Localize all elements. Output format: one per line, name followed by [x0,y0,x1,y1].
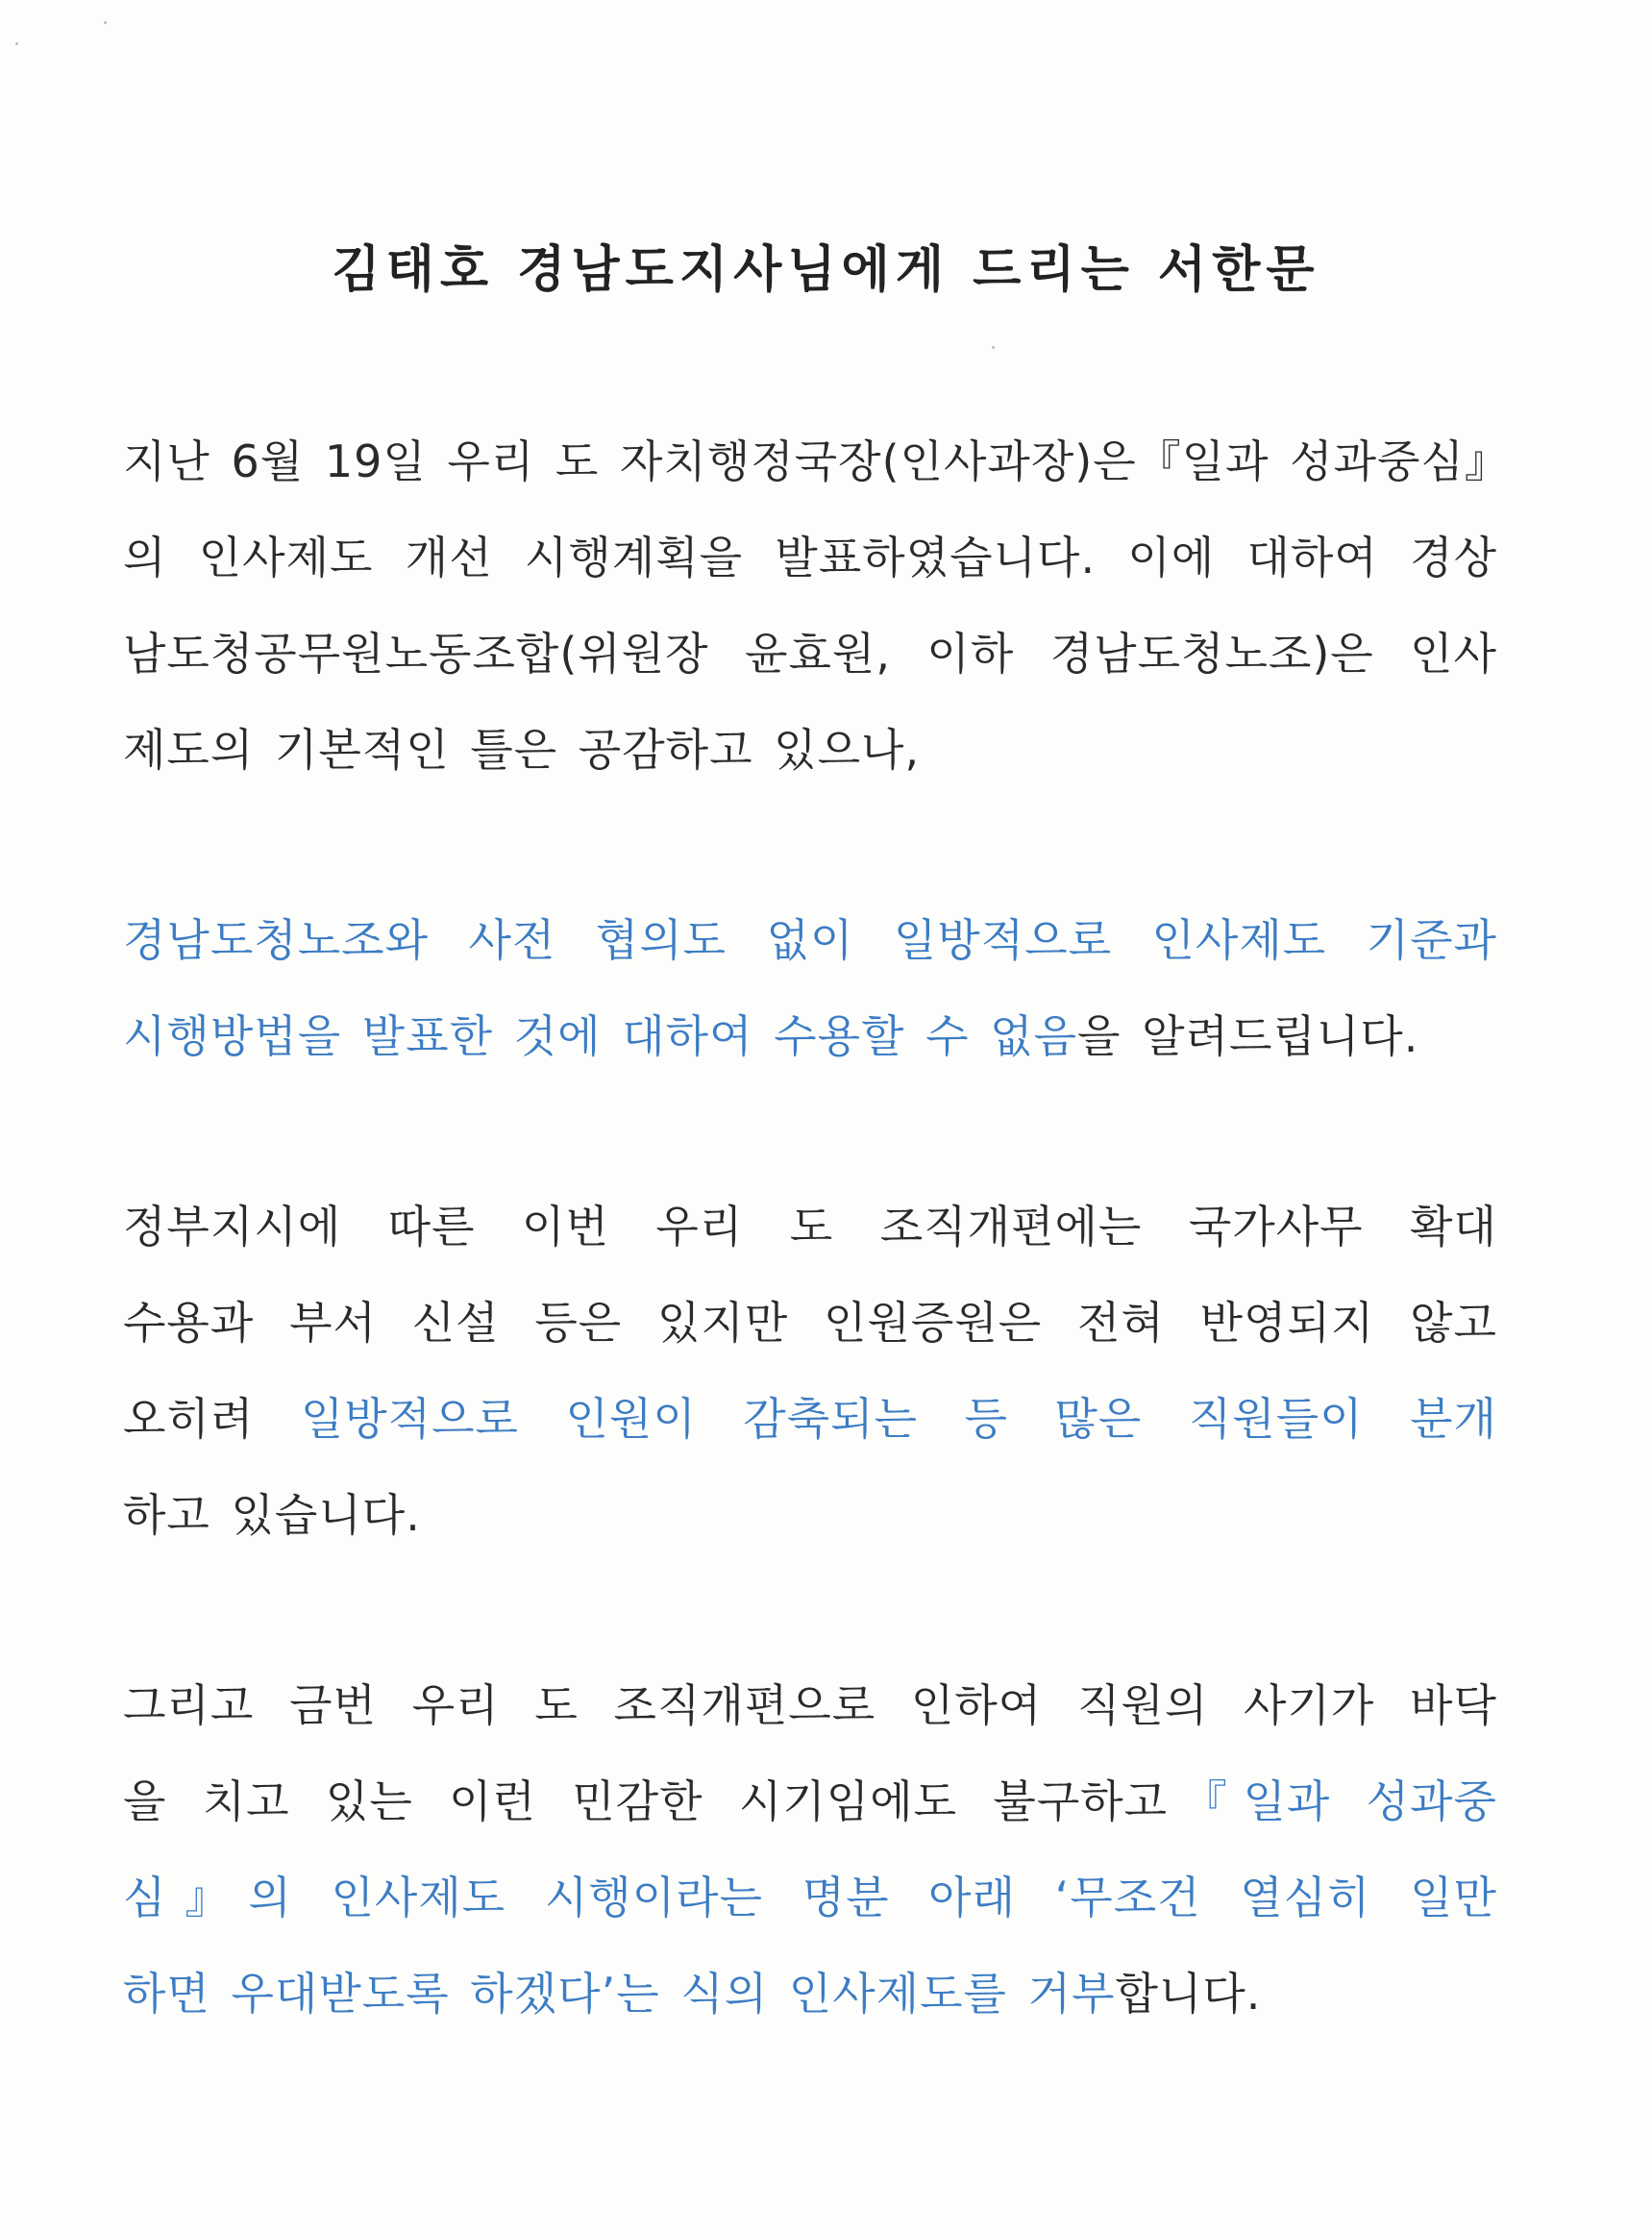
body-text: 제도의 기본적인 틀은 공감하고 있으나, [123,724,921,776]
body-text: 남도청공무원노동조합(위원장 윤효원, 이하 경남도청노조)은 인사 [123,628,1497,680]
text-line [123,1946,1497,2042]
text-line [123,1849,1497,1946]
body-text: 합니다. [1115,1968,1262,2020]
body-text: 그리고 금번 우리 도 조직개편으로 인하여 직원의 사기가 바닥 [123,1679,1497,1731]
scan-speck [992,346,995,349]
scan-speck [104,21,107,24]
body-text: 을 치고 있는 이런 민감한 시기임에도 불구하고 [123,1775,1169,1827]
highlighted-text: 하면 우대받도록 하겠다’는 식의 인사제도를 거부 [123,1968,1116,2020]
letter-body [123,413,1510,2136]
text-line [123,1371,1497,1467]
text-line [123,1753,1497,1849]
text-line [123,509,1497,606]
highlighted-text: 시행방법을 발표한 것에 대하여 수용할 수 없음 [123,1010,1078,1062]
highlighted-text: 일방적으로 인원이 감축되는 등 많은 직원들이 분개 [300,1393,1497,1445]
document-title: 김태호 경남도지사님에게 드리는 서한문 [332,240,1320,299]
text-line [123,606,1497,702]
scan-speck [15,42,18,45]
body-text: 지난 6월 19일 우리 도 자치행정국장(인사과장)은『일과 성과중심』 [123,435,1510,487]
paragraph-1 [123,413,1510,798]
body-text: 하고 있습니다. [123,1489,421,1541]
text-line [123,892,1497,988]
highlighted-text: 심』의 인사제도 시행이라는 명분 아래 ‘무조건 열심히 일만 [123,1872,1497,1923]
body-text: 을 알려드립니다. [1077,1010,1419,1062]
body-text: 정부지시에 따른 이번 우리 도 조직개편에는 국가사무 확대 [123,1201,1497,1253]
text-line [123,413,1510,509]
highlighted-text: 경남도청노조와 사전 협의도 없이 일방적으로 인사제도 기준과 [123,914,1497,966]
body-text: 수용과 부서 신설 등은 있지만 인원증원은 전혀 반영되지 않고 [123,1297,1497,1349]
text-line [123,1179,1497,1275]
paragraph-4 [123,1657,1497,2042]
highlighted-text: 『일과 성과중 [1168,1775,1497,1827]
paragraph-2 [123,892,1497,1084]
text-line [123,1467,1497,1563]
body-text: 의 인사제도 개선 시행계획을 발표하였습니다. 이에 대하여 경상 [123,532,1498,583]
body-text: 오히려 [123,1393,301,1445]
paragraph-3 [123,1179,1497,1563]
text-line [123,702,1497,798]
text-line [123,1275,1497,1371]
text-line [123,1657,1497,1753]
text-line [123,988,1497,1084]
